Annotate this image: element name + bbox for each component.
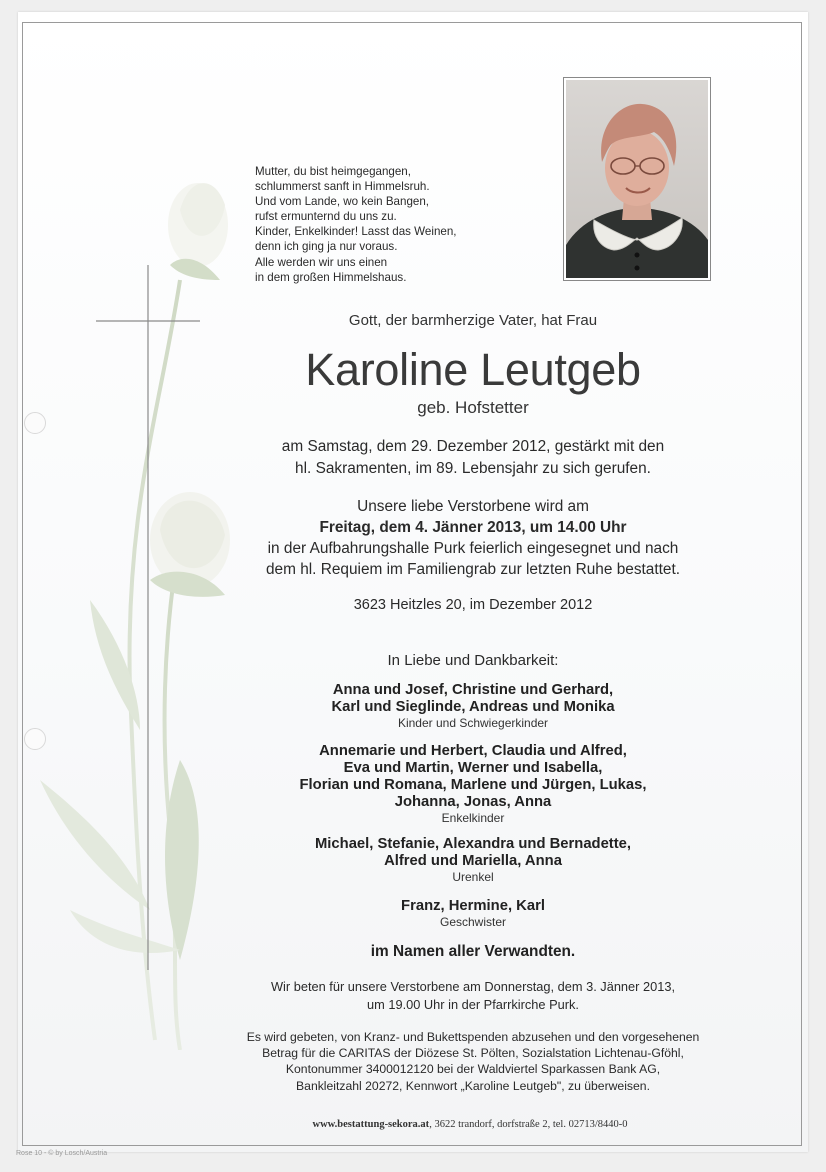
mourner-names: Eva und Martin, Werner und Isabella, — [343, 760, 603, 776]
mourner-role: Urenkel — [452, 870, 494, 884]
poem-line: rufst ermunternd du uns zu. — [255, 210, 397, 224]
funeral-line: in der Aufbahrungshalle Purk feierlich eingesegnet und nach — [267, 540, 679, 557]
death-line: hl. Sakramenten, im 89. Lebensjahr zu sich gerufen. — [295, 460, 651, 477]
mourner-group-siblings — [200, 898, 746, 930]
poem-line: Alle werden wir uns einen — [255, 255, 388, 269]
intro-line: Gott, der barmherzige Vater, hat Frau — [348, 312, 598, 329]
death-line: am Samstag, dem 29. Dezember 2012, gestärkt mit den — [281, 438, 665, 455]
death-notice — [200, 436, 746, 480]
mourner-role: Enkelkinder — [441, 811, 505, 825]
poem-line: Kinder, Enkelkinder! Lasst das Weinen, — [255, 225, 457, 239]
mourner-role: Kinder und Schwiegerkinder — [397, 716, 549, 730]
donation-line: Kontonummer 3400012120 bei der Waldviertel Sparkassen Bank AG, — [285, 1062, 661, 1077]
funeral-date: Freitag, dem 4. Jänner 2013, um 14.00 Uhr — [319, 519, 627, 536]
mourner-names: Florian und Romana, Marlene und Jürgen, Lukas, — [299, 777, 647, 793]
prayer-line: um 19.00 Uhr in der Pfarrkirche Purk. — [367, 997, 579, 1012]
image-credit: Rose 10 - © by Losch/Austria — [16, 1150, 108, 1157]
mourner-group-great-grandchildren — [200, 836, 746, 885]
prayer-line: Wir beten für unsere Verstorbene am Donnerstag, dem 3. Jänner 2013, — [270, 979, 676, 994]
funeral-home-footer — [230, 1119, 710, 1130]
funeral-line: dem hl. Requiem im Familiengrab zur letzten Ruhe bestattet. — [265, 561, 681, 578]
deceased-name: Karoline Leutgeb — [305, 344, 641, 395]
donation-notice — [200, 1029, 746, 1094]
poem-line: denn ich ging ja nur voraus. — [255, 240, 398, 254]
portrait-image — [566, 80, 708, 278]
poem-line: Und vom Lande, wo kein Bangen, — [255, 195, 430, 209]
mourner-names: Michael, Stefanie, Alexandra und Bernadette, — [314, 836, 632, 852]
funeral-home-address: , 3622 trandorf, dorfstraße 2, tel. 02713/8440-0 — [429, 1119, 628, 1130]
mourner-names: Johanna, Jonas, Anna — [394, 794, 552, 810]
portrait-photo — [563, 77, 711, 281]
donation-line: Es wird gebeten, von Kranz- und Bukettspenden abzusehen und den vorgesehenen — [246, 1030, 700, 1044]
memorial-poem — [255, 164, 515, 285]
poem-line: in dem großen Himmelshaus. — [255, 270, 407, 284]
mourner-role: Geschwister — [439, 915, 507, 929]
mourner-names: Karl und Sieglinde, Andreas und Monika — [331, 699, 615, 715]
maiden-name: geb. Hofstetter — [417, 398, 529, 417]
mourner-names: Alfred und Mariella, Anna — [384, 853, 562, 869]
mourner-group-grandchildren — [200, 743, 746, 826]
poem-line: schlummerst sanft in Himmelsruh. — [255, 180, 430, 194]
thanks-heading: In Liebe und Dankbarkeit: — [387, 652, 559, 669]
funeral-notice — [200, 496, 746, 580]
funeral-line: Unsere liebe Verstorbene wird am — [357, 498, 589, 515]
place-and-date: 3623 Heitzles 20, im Dezember 2012 — [353, 597, 593, 613]
mourner-names: Anna und Josef, Christine und Gerhard, — [332, 682, 614, 698]
poem-line: Mutter, du bist heimgegangen, — [255, 165, 411, 178]
mourner-names: Franz, Hermine, Karl — [401, 898, 545, 914]
mourner-group-children — [200, 682, 746, 731]
funeral-home-website: www.bestattung-sekora.at — [312, 1119, 430, 1130]
mourner-names: Annemarie und Herbert, Claudia und Alfred, — [319, 743, 627, 759]
prayer-notice — [200, 978, 746, 1014]
closing-line: im Namen aller Verwandten. — [370, 943, 576, 960]
donation-line: Bankleitzahl 20272, Kennwort „Karoline Leutgeb", zu überweisen. — [296, 1078, 650, 1093]
donation-line: Betrag für die CARITAS der Diözese St. Pölten, Sozialstation Lichtenau-Gföhl, — [262, 1046, 684, 1061]
